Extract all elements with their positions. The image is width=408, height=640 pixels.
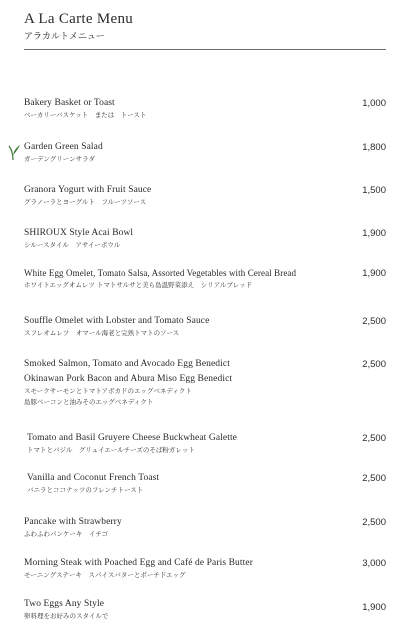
item-name-jp: バニラとココナッツのフレンチトースト bbox=[27, 486, 144, 494]
item-name-en: Souffle Omelet with Lobster and Tomato Sauce bbox=[24, 316, 210, 326]
item-name-jp: スフレオムレツ オマール海老と完熟トマトのソース bbox=[24, 329, 180, 337]
item-price: 2,500 bbox=[362, 473, 386, 484]
menu-item bbox=[24, 516, 386, 540]
item-price: 2,500 bbox=[362, 316, 386, 327]
menu-item bbox=[24, 184, 386, 208]
item-price: 1,800 bbox=[362, 142, 386, 153]
menu-title: A La Carte Menu bbox=[24, 11, 134, 27]
item-name-en: Smoked Salmon, Tomato and Avocado Egg Benedict bbox=[24, 359, 230, 369]
menu-item bbox=[24, 557, 386, 581]
item-price: 1,900 bbox=[362, 602, 386, 613]
item-price: 1,000 bbox=[362, 98, 386, 109]
menu-item bbox=[24, 315, 386, 339]
menu-item bbox=[24, 141, 386, 165]
item-name-en-2: Okinawan Pork Bacon and Abura Miso Egg Benedict bbox=[24, 374, 233, 384]
header-divider bbox=[24, 49, 386, 50]
item-name-jp: グラノーラとヨーグルト フルーツソース bbox=[24, 198, 147, 206]
item-name-en: Bakery Basket or Toast bbox=[24, 98, 115, 108]
item-price: 3,000 bbox=[362, 558, 386, 569]
item-name-en: White Egg Omelet, Tomato Salsa, Assorted Vegetables with Cereal Bread bbox=[24, 268, 297, 278]
menu-item bbox=[24, 227, 386, 251]
item-price: 2,500 bbox=[362, 433, 386, 444]
item-name-en: Granora Yogurt with Fruit Sauce bbox=[24, 185, 152, 195]
item-name-en: Garden Green Salad bbox=[24, 142, 103, 152]
menu-item bbox=[24, 598, 386, 622]
menu-header bbox=[24, 10, 133, 43]
item-name-jp: 卵料理をお好みのスタイルで bbox=[24, 612, 109, 620]
menu-subtitle: アラカルトメニュー bbox=[24, 32, 105, 42]
menu-item bbox=[24, 267, 386, 291]
item-name-jp: トマトとバジル グリュイエールチーズのそば粉ガレット bbox=[27, 446, 195, 454]
menu-item bbox=[24, 432, 386, 456]
menu-item bbox=[24, 97, 386, 121]
item-name-jp: スモークサーモンとトマトアボカドのエッグベネディクト bbox=[24, 387, 192, 395]
item-price: 2,500 bbox=[362, 517, 386, 528]
menu-item bbox=[24, 358, 386, 408]
item-name-en: Pancake with Strawberry bbox=[24, 517, 122, 527]
menu-item bbox=[24, 472, 386, 496]
item-price: 1,900 bbox=[362, 268, 386, 279]
item-name-en: SHIROUX Style Acai Bowl bbox=[24, 228, 134, 238]
item-name-jp: シルースタイル アサイーボウル bbox=[24, 241, 121, 249]
item-name-en: Morning Steak with Poached Egg and Café de Paris Butter bbox=[24, 558, 253, 568]
item-name-jp: ホワイトエッグオムレツ トマトサルサと美ら島温野菜添え シリアルブレッド bbox=[24, 281, 253, 289]
item-name-en: Vanilla and Coconut French Toast bbox=[27, 473, 160, 483]
item-name-en: Tomato and Basil Gruyere Cheese Buckwheat Galette bbox=[27, 433, 237, 443]
item-name-jp-2: 島豚ベーコンと油みそのエッグベネディクト bbox=[24, 398, 154, 406]
item-name-en: Two Eggs Any Style bbox=[24, 599, 105, 609]
item-price: 1,500 bbox=[362, 185, 386, 196]
item-name-jp: ガーデングリーンサラダ bbox=[24, 155, 96, 163]
item-name-jp: ふわふわパンケーキ イチゴ bbox=[24, 530, 109, 538]
item-name-jp: モーニングステーキ スパイスバターとポーチドエッグ bbox=[24, 571, 186, 579]
item-price: 1,900 bbox=[362, 228, 386, 239]
item-name-jp: ベーカリーバスケット または トースト bbox=[24, 111, 147, 119]
leaf-icon bbox=[7, 143, 21, 161]
item-price: 2,500 bbox=[362, 359, 386, 370]
